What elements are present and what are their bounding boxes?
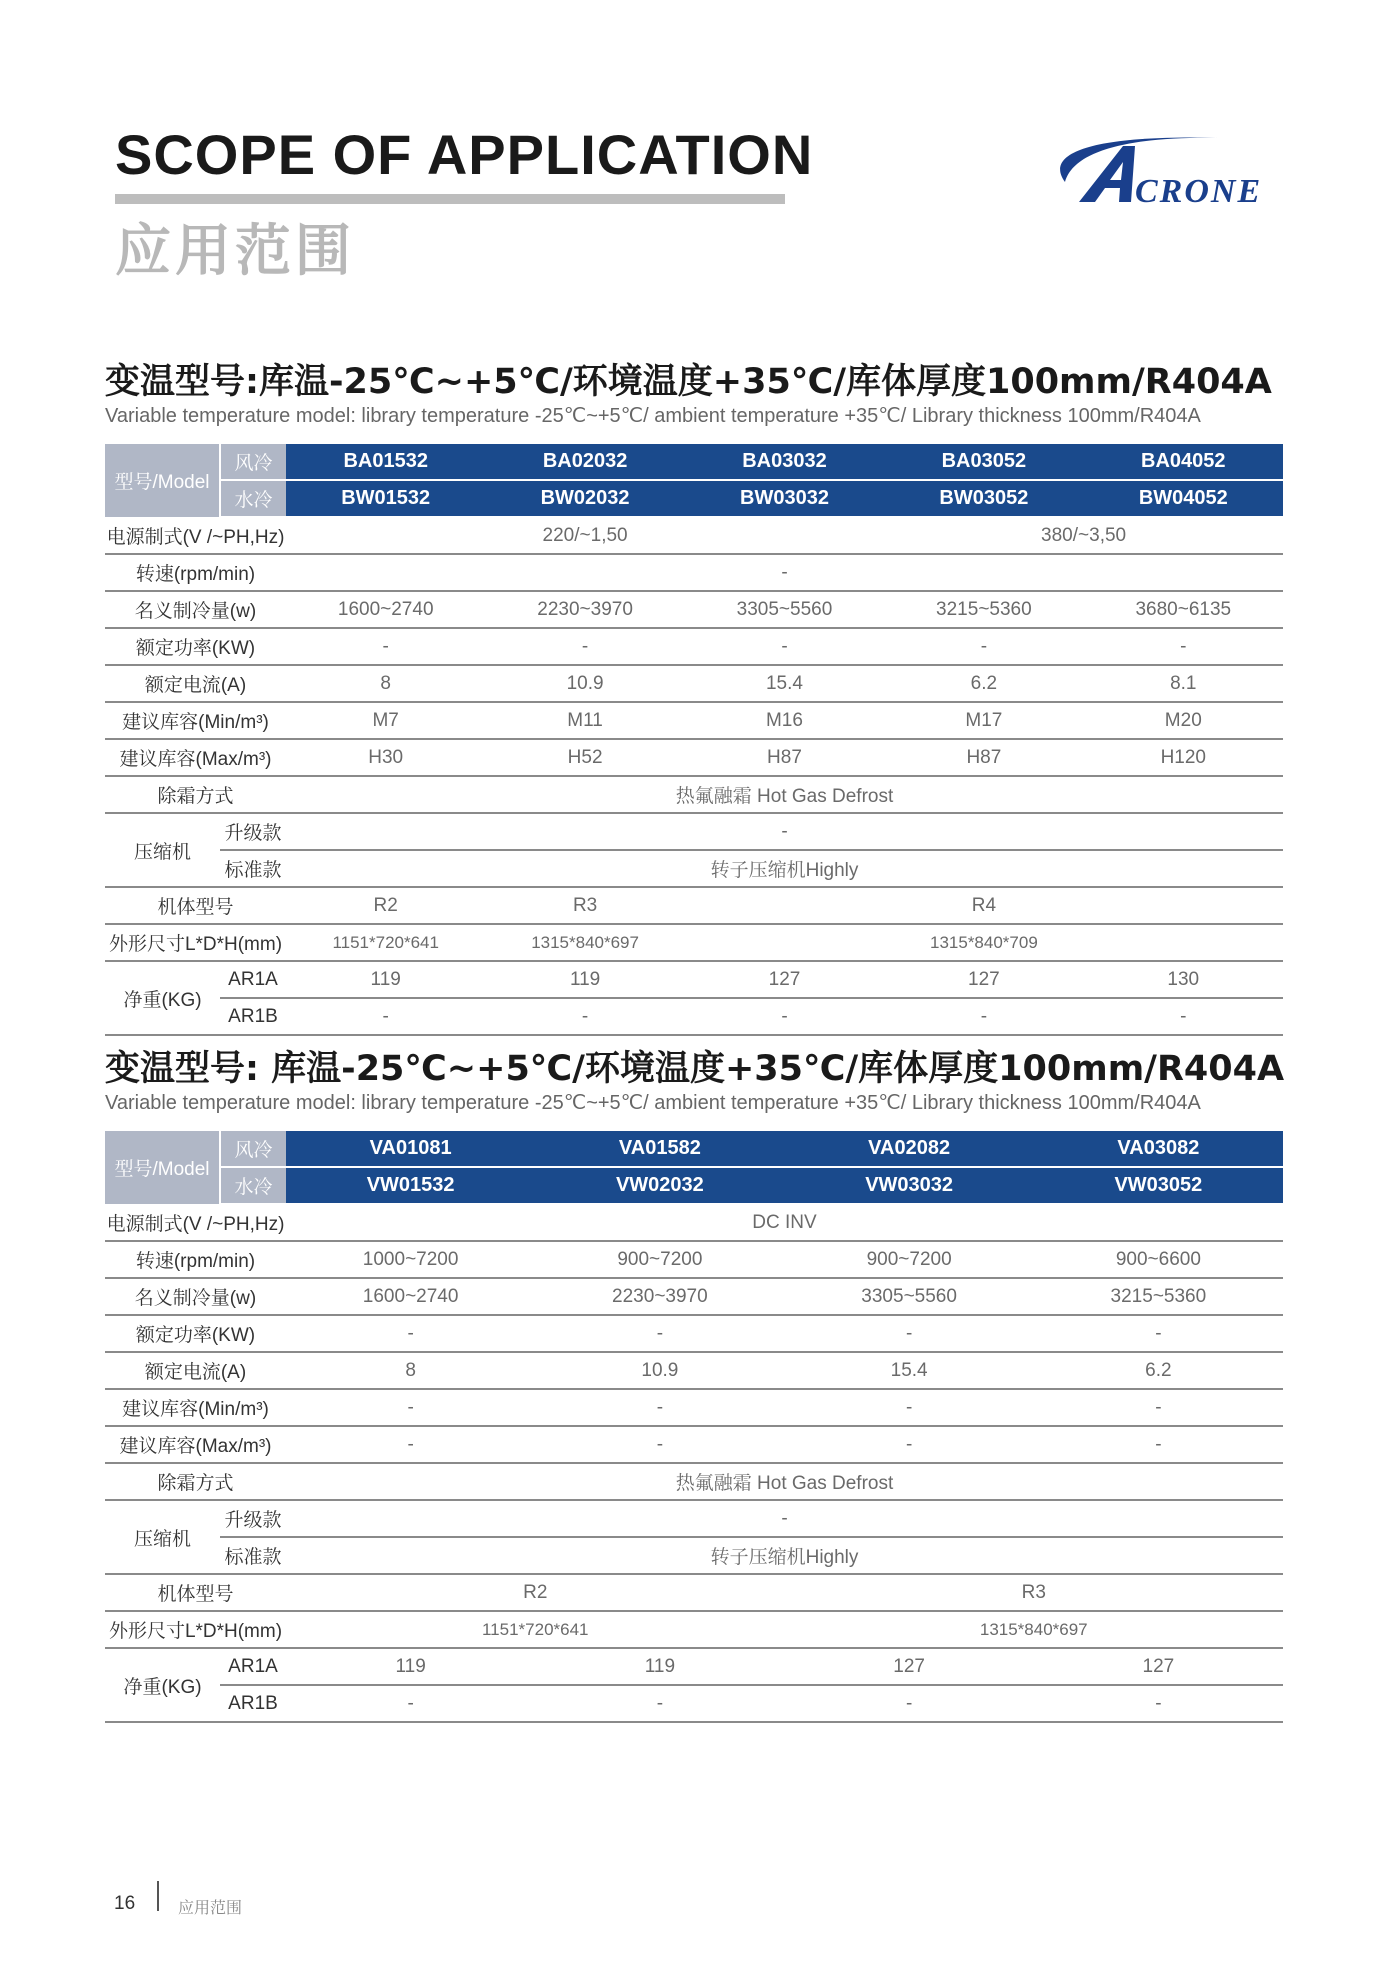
table-cell: H87 <box>884 739 1083 776</box>
table-cell: - <box>485 998 684 1035</box>
table-cell: - <box>535 1315 784 1352</box>
model-cell: VA01582 <box>535 1131 784 1167</box>
table-cell: 1000~7200 <box>286 1241 535 1278</box>
table-row <box>105 554 1283 591</box>
model-cell: VA03082 <box>1034 1131 1283 1167</box>
row-label: 额定电流(A) <box>105 665 286 702</box>
table-cell: 8 <box>286 665 485 702</box>
table-cell: 3680~6135 <box>1084 591 1283 628</box>
table-cell: 10.9 <box>485 665 684 702</box>
table-row <box>105 1537 1283 1574</box>
table-cell: 1151*720*641 <box>286 924 485 961</box>
model-cell: BW04052 <box>1084 480 1283 517</box>
row-sublabel: AR1B <box>220 1685 286 1722</box>
table-cell: 119 <box>485 961 684 998</box>
row-label: 净重(KG) <box>105 961 220 1035</box>
row-label: 额定功率(KW) <box>105 628 286 665</box>
water-cooled-header: 水冷 <box>220 1167 286 1204</box>
table-cell: 10.9 <box>535 1352 784 1389</box>
table-row <box>105 1131 1283 1167</box>
table-row <box>105 591 1283 628</box>
table-row <box>105 665 1283 702</box>
table-row <box>105 739 1283 776</box>
page-title: SCOPE OF APPLICATION <box>115 123 814 186</box>
table-row <box>105 1241 1283 1278</box>
section2-spec-table <box>105 1131 1283 1723</box>
table-cell: 900~6600 <box>1034 1241 1283 1278</box>
table-cell: - <box>785 1389 1034 1426</box>
table-cell: 3215~5360 <box>884 591 1083 628</box>
table-cell: - <box>286 1685 535 1722</box>
table-row <box>105 1204 1283 1241</box>
table-cell: 15.4 <box>685 665 884 702</box>
table-cell: - <box>785 1685 1034 1722</box>
model-cell: VW01532 <box>286 1167 535 1204</box>
page-number: 16 <box>114 1893 136 1914</box>
table-cell: 119 <box>286 961 485 998</box>
table-row <box>105 1648 1283 1685</box>
table-cell: H30 <box>286 739 485 776</box>
air-cooled-header: 风冷 <box>220 444 286 480</box>
table-cell: - <box>1084 628 1283 665</box>
table-cell: 热氟融霜 Hot Gas Defrost <box>286 776 1283 813</box>
model-cell: BW01532 <box>286 480 485 517</box>
row-label: 建议库容(Min/m³) <box>105 702 286 739</box>
table-cell: 热氟融霜 Hot Gas Defrost <box>286 1463 1283 1500</box>
model-cell: BA03052 <box>884 444 1083 480</box>
footer-divider <box>157 1881 159 1911</box>
row-label: 建议库容(Max/m³) <box>105 739 286 776</box>
table-cell: 转子压缩机Highly <box>286 1537 1283 1574</box>
table-row <box>105 1463 1283 1500</box>
row-label: 压缩机 <box>105 813 220 887</box>
model-cell: BW02032 <box>485 480 684 517</box>
row-label: 电源制式(V /~PH,Hz) <box>105 517 286 554</box>
table-cell: 220/~1,50 <box>286 517 884 554</box>
table-row <box>105 1389 1283 1426</box>
table-cell: 3305~5560 <box>685 591 884 628</box>
row-sublabel: 标准款 <box>220 850 286 887</box>
table-row <box>105 1685 1283 1722</box>
table-cell: M7 <box>286 702 485 739</box>
table-cell: DC INV <box>286 1204 1283 1241</box>
row-label: 机体型号 <box>105 887 286 924</box>
table-cell: 15.4 <box>785 1352 1034 1389</box>
table-cell: R3 <box>485 887 684 924</box>
table-row <box>105 1426 1283 1463</box>
table-row <box>105 444 1283 480</box>
table-cell: - <box>286 628 485 665</box>
table-row <box>105 1315 1283 1352</box>
model-cell: BA01532 <box>286 444 485 480</box>
table-cell: - <box>785 1315 1034 1352</box>
table-row <box>105 1611 1283 1648</box>
footer-section-name: 应用范围 <box>178 1898 243 1917</box>
row-label: 外形尺寸L*D*H(mm) <box>105 1611 286 1648</box>
model-cell: VW03052 <box>1034 1167 1283 1204</box>
title-underline <box>115 194 785 204</box>
model-cell: VA01081 <box>286 1131 535 1167</box>
model-cell: BW03032 <box>685 480 884 517</box>
table-cell: 转子压缩机Highly <box>286 850 1283 887</box>
model-cell: VW02032 <box>535 1167 784 1204</box>
table-cell: - <box>1034 1685 1283 1722</box>
table-cell: 127 <box>685 961 884 998</box>
row-label: 外形尺寸L*D*H(mm) <box>105 924 286 961</box>
model-cell: BA02032 <box>485 444 684 480</box>
table-cell: - <box>884 628 1083 665</box>
table-cell: - <box>685 998 884 1035</box>
table-cell: - <box>485 628 684 665</box>
table-cell: - <box>884 998 1083 1035</box>
table-cell: 119 <box>286 1648 535 1685</box>
table-cell: - <box>286 1500 1283 1537</box>
logo-text: CRONE <box>1135 173 1263 210</box>
model-cell: VA02082 <box>785 1131 1034 1167</box>
row-label: 建议库容(Max/m³) <box>105 1426 286 1463</box>
table-cell: 1315*840*697 <box>485 924 684 961</box>
table-cell: 900~7200 <box>535 1241 784 1278</box>
model-header: 型号/Model <box>105 444 220 517</box>
acrone-logo <box>1035 130 1285 210</box>
section1-title: 变温型号:库温-25℃~+5℃/环境温度+35℃/库体厚度100mm/R404A <box>105 362 1272 402</box>
table-cell: - <box>1084 998 1283 1035</box>
table-cell: R2 <box>286 1574 785 1611</box>
table-cell: 6.2 <box>884 665 1083 702</box>
table-cell: 2230~3970 <box>535 1278 784 1315</box>
table-cell: - <box>535 1389 784 1426</box>
model-cell: VW03032 <box>785 1167 1034 1204</box>
row-sublabel: AR1B <box>220 998 286 1035</box>
table-cell: 119 <box>535 1648 784 1685</box>
row-label: 额定功率(KW) <box>105 1315 286 1352</box>
table-cell: M17 <box>884 702 1083 739</box>
table-cell: - <box>286 1389 535 1426</box>
table-cell: - <box>286 813 1283 850</box>
table-cell: 1600~2740 <box>286 591 485 628</box>
air-cooled-header: 风冷 <box>220 1131 286 1167</box>
table-cell: - <box>286 1426 535 1463</box>
table-cell: - <box>286 998 485 1035</box>
table-row <box>105 1352 1283 1389</box>
table-cell: - <box>685 628 884 665</box>
water-cooled-header: 水冷 <box>220 480 286 517</box>
row-label: 转速(rpm/min) <box>105 554 286 591</box>
table-cell: 1151*720*641 <box>286 1611 785 1648</box>
table-cell: M20 <box>1084 702 1283 739</box>
table-row <box>105 961 1283 998</box>
table-cell: 8.1 <box>1084 665 1283 702</box>
row-label: 建议库容(Min/m³) <box>105 1389 286 1426</box>
page-title-chinese: 应用范围 <box>115 219 355 284</box>
table-row <box>105 1167 1283 1204</box>
table-cell: H52 <box>485 739 684 776</box>
table-cell: R2 <box>286 887 485 924</box>
section1-spec-table <box>105 444 1283 1036</box>
row-label: 名义制冷量(w) <box>105 591 286 628</box>
table-cell: - <box>286 1315 535 1352</box>
table-cell: 3215~5360 <box>1034 1278 1283 1315</box>
table-row <box>105 924 1283 961</box>
row-label: 电源制式(V /~PH,Hz) <box>105 1204 286 1241</box>
row-label: 净重(KG) <box>105 1648 220 1722</box>
table-cell: 6.2 <box>1034 1352 1283 1389</box>
table-row <box>105 998 1283 1035</box>
table-row <box>105 1574 1283 1611</box>
table-row <box>105 1500 1283 1537</box>
table-cell: R3 <box>785 1574 1284 1611</box>
table-cell: - <box>535 1685 784 1722</box>
row-label: 机体型号 <box>105 1574 286 1611</box>
table-cell: - <box>1034 1315 1283 1352</box>
table-cell: 127 <box>1034 1648 1283 1685</box>
section2-title: 变温型号: 库温-25℃~+5℃/环境温度+35℃/库体厚度100mm/R404A <box>105 1049 1285 1089</box>
row-label: 压缩机 <box>105 1500 220 1574</box>
table-cell: R4 <box>685 887 1283 924</box>
model-cell: BA03032 <box>685 444 884 480</box>
table-cell: - <box>785 1426 1034 1463</box>
table-cell: - <box>1034 1389 1283 1426</box>
table-cell: H120 <box>1084 739 1283 776</box>
table-cell: 130 <box>1084 961 1283 998</box>
table-cell: 1600~2740 <box>286 1278 535 1315</box>
table-cell: - <box>535 1426 784 1463</box>
row-label: 转速(rpm/min) <box>105 1241 286 1278</box>
table-row <box>105 480 1283 517</box>
table-cell: 380/~3,50 <box>884 517 1283 554</box>
row-sublabel: AR1A <box>220 961 286 998</box>
model-cell: BW03052 <box>884 480 1083 517</box>
table-row <box>105 776 1283 813</box>
row-label: 额定电流(A) <box>105 1352 286 1389</box>
model-header: 型号/Model <box>105 1131 220 1204</box>
table-cell: 8 <box>286 1352 535 1389</box>
table-cell: 900~7200 <box>785 1241 1034 1278</box>
table-cell: 2230~3970 <box>485 591 684 628</box>
table-cell: M11 <box>485 702 684 739</box>
row-label: 除霜方式 <box>105 1463 286 1500</box>
model-cell: BA04052 <box>1084 444 1283 480</box>
table-row <box>105 628 1283 665</box>
table-cell: - <box>286 554 1283 591</box>
row-label: 除霜方式 <box>105 776 286 813</box>
row-sublabel: 升级款 <box>220 1500 286 1537</box>
row-sublabel: 升级款 <box>220 813 286 850</box>
table-row <box>105 702 1283 739</box>
table-cell: - <box>1034 1426 1283 1463</box>
row-label: 名义制冷量(w) <box>105 1278 286 1315</box>
table-cell: M16 <box>685 702 884 739</box>
table-cell: 1315*840*697 <box>785 1611 1284 1648</box>
section2-subtitle: Variable temperature model: library temperature -25℃~+5℃/ ambient temperature +35℃/ Library thickness 100mm/R404A <box>105 1092 1201 1114</box>
table-row <box>105 1278 1283 1315</box>
table-cell: 127 <box>884 961 1083 998</box>
row-sublabel: 标准款 <box>220 1537 286 1574</box>
table-cell: 1315*840*709 <box>685 924 1283 961</box>
table-row <box>105 850 1283 887</box>
table-cell: 127 <box>785 1648 1034 1685</box>
table-row <box>105 517 1283 554</box>
table-row <box>105 887 1283 924</box>
table-row <box>105 813 1283 850</box>
row-sublabel: AR1A <box>220 1648 286 1685</box>
table-cell: 3305~5560 <box>785 1278 1034 1315</box>
section1-subtitle: Variable temperature model: library temperature -25℃~+5℃/ ambient temperature +35℃/ Library thickness 100mm/R404A <box>105 405 1201 427</box>
table-cell: H87 <box>685 739 884 776</box>
